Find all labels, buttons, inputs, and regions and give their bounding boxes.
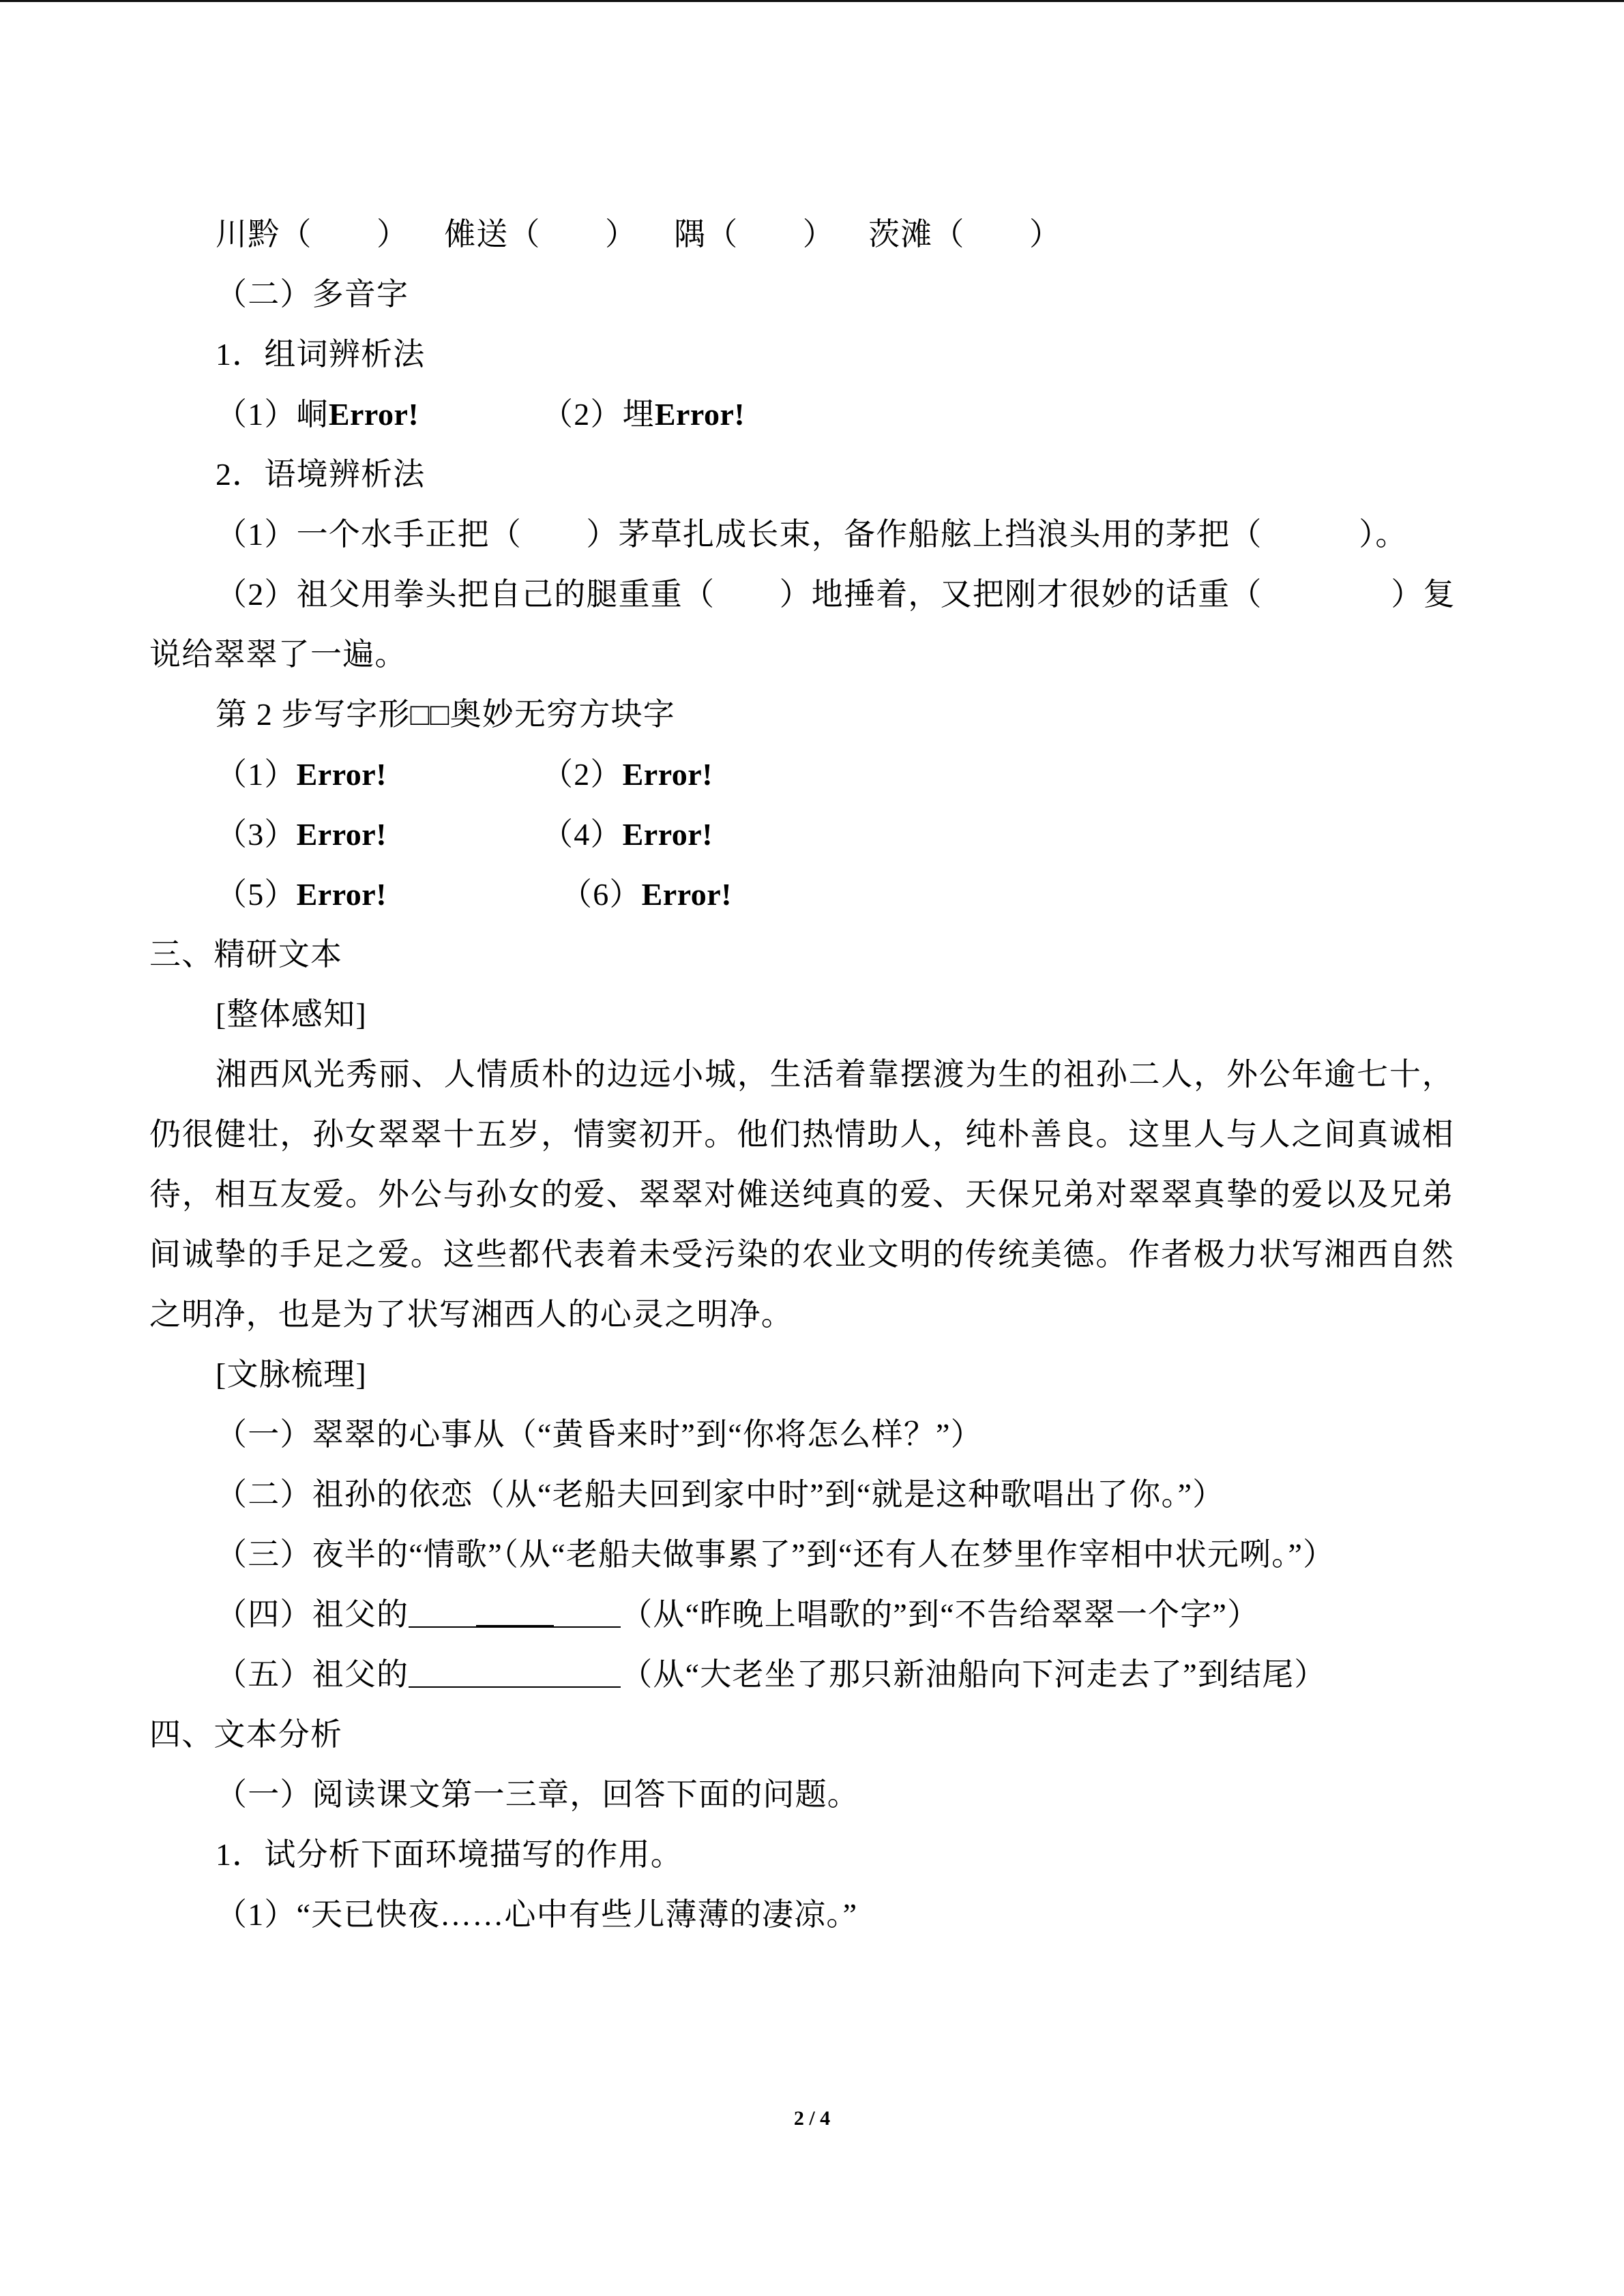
pronunciation-item: 川黔（ ） [216,217,409,252]
document-body [0,205,1624,1945]
section-4-subquestion: （1）“天已快夜……心中有些儿薄薄的凄凉。” [216,1897,858,1932]
pronunciation-row [0,205,1624,265]
outline-item: （一）翠翠的心事从（“黄昏来时”到“你将怎么样？”） [216,1417,983,1452]
outline-item-prefix: （五）祖父的 [216,1657,409,1692]
context-question-2-row [0,625,1624,685]
error-field: Error! [296,877,387,912]
glyph-item [216,805,387,865]
method-1-heading: 1．组词辨析法 [216,337,426,372]
glyph-step-heading-row [0,685,1624,745]
outline-item [216,1585,1259,1645]
section-3-heading-row [0,925,1624,985]
outline-item-suffix: （从“昨晚上唱歌的”到“不告给翠翠一个字”） [621,1597,1260,1632]
overview-heading-row [0,985,1624,1045]
glyph-items-row [0,865,1624,925]
item-label: （5） [216,877,297,912]
section-4-subheading: （一）阅读课文第一三章，回答下面的问题。 [216,1777,859,1812]
overview-paragraph-row [0,1045,1624,1105]
paragraph-line: 之明净，也是为了状写湘西人的心灵之明净。 [149,1297,793,1332]
glyph-items-row [0,745,1624,805]
overview-heading: [整体感知] [216,997,367,1032]
overview-paragraph-row [0,1225,1624,1285]
section-3-heading: 三、精研文本 [149,937,343,972]
paragraph-line: 待，相互友爱。外公与孙女的爱、翠翠对傩送纯真的爱、天保兄弟对翠翠真挚的爱以及兄弟 [149,1177,1454,1212]
paragraph-line: 间诚挚的手足之爱。这些都代表着未受污染的农业文明的传统美德。作者极力状写湘西自然 [149,1237,1454,1272]
method-1-item [216,385,419,445]
section-4-subheading-row [0,1765,1624,1825]
outline-item-row [0,1465,1624,1525]
paragraph-line: 仍很健壮，孙女翠翠十五岁，情窦初开。他们热情助人，纯朴善良。这里人与人之间真诚相 [149,1117,1454,1152]
context-question-2-line: （2）祖父用拳头把自己的腿重重（ ）地捶着，又把刚才很妙的话重（ ）复 [216,577,1456,612]
method-1-heading-row [0,325,1624,385]
outline-item-row [0,1585,1624,1645]
item-label: （1） [216,757,297,792]
glyph-item [216,865,387,925]
method-2-heading-row [0,445,1624,505]
item-label: （6） [561,877,642,912]
outline-heading-row [0,1345,1624,1405]
method-1-items-row [0,385,1624,445]
error-field: Error! [328,397,419,432]
glyph-step-heading: 第 2 步写字形□□奥妙无穷方块字 [216,697,675,732]
overview-paragraph-row [0,1165,1624,1225]
outline-item-row [0,1525,1624,1585]
context-question-2-line: 说给翠翠了一遍。 [149,637,407,672]
page-number: 2 / 4 [793,2107,831,2130]
pronunciation-item: 傩送（ ） [444,217,638,252]
outline-item: （二）祖孙的依恋（从“老船夫回到家中时”到“就是这种歌唱出了你。”） [216,1477,1225,1512]
outline-item-row [0,1645,1624,1705]
item-label: （2）埋 [542,397,655,432]
context-question-1: （1）一个水手正把（ ）茅草扎成长束，备作船舷上挡浪头用的茅把（ ）。 [216,517,1408,552]
glyph-item [542,805,713,865]
error-field: Error! [296,817,387,852]
fill-in-blank-line [409,1686,621,1688]
context-question-1-row [0,505,1624,565]
method-1-item [542,385,745,445]
overview-paragraph-row [0,1285,1624,1345]
outline-heading: [文脉梳理] [216,1357,367,1392]
blank-emphasis-segment [476,1625,554,1628]
paragraph-line: 湘西风光秀丽、人情质朴的边远小城，生活着靠摆渡为生的祖孙二人，外公年逾七十， [216,1057,1454,1092]
outline-item [216,1645,1327,1705]
section-4-heading-row [0,1705,1624,1765]
section-4-subquestion-row [0,1885,1624,1945]
polyphonic-heading: （二）多音字 [216,277,409,312]
error-field: Error! [622,757,713,792]
error-field: Error! [641,877,733,912]
pronunciation-item: 茨滩（ ） [868,217,1062,252]
context-question-2-row [0,565,1624,625]
page-top-border [0,0,1624,2]
section-4-heading: 四、文本分析 [149,1717,343,1752]
glyph-items-row [0,805,1624,865]
method-2-heading: 2．语境辨析法 [216,457,426,492]
glyph-item [542,745,713,805]
outline-item-prefix: （四）祖父的 [216,1597,409,1632]
item-label: （2） [542,757,623,792]
outline-item: （三）夜半的“情歌”（从“老船夫做事累了”到“还有人在梦里作宰相中状元咧。”） [216,1537,1335,1572]
glyph-item [216,745,387,805]
pronunciation-item: 隅（ ） [674,217,835,252]
error-field: Error! [654,397,745,432]
glyph-item [561,865,732,925]
overview-paragraph-row [0,1105,1624,1165]
outline-item-suffix: （从“大老坐了那只新油船向下河走去了”到结尾） [621,1657,1327,1692]
section-4-question-row [0,1825,1624,1885]
error-field: Error! [622,817,713,852]
item-label: （1）峒 [216,397,329,432]
fill-in-blank-line [409,1626,621,1628]
item-label: （3） [216,817,297,852]
section-4-question: 1．试分析下面环境描写的作用。 [216,1837,683,1872]
item-label: （4） [542,817,623,852]
outline-item-row [0,1405,1624,1465]
polyphonic-heading-row [0,265,1624,325]
error-field: Error! [296,757,387,792]
